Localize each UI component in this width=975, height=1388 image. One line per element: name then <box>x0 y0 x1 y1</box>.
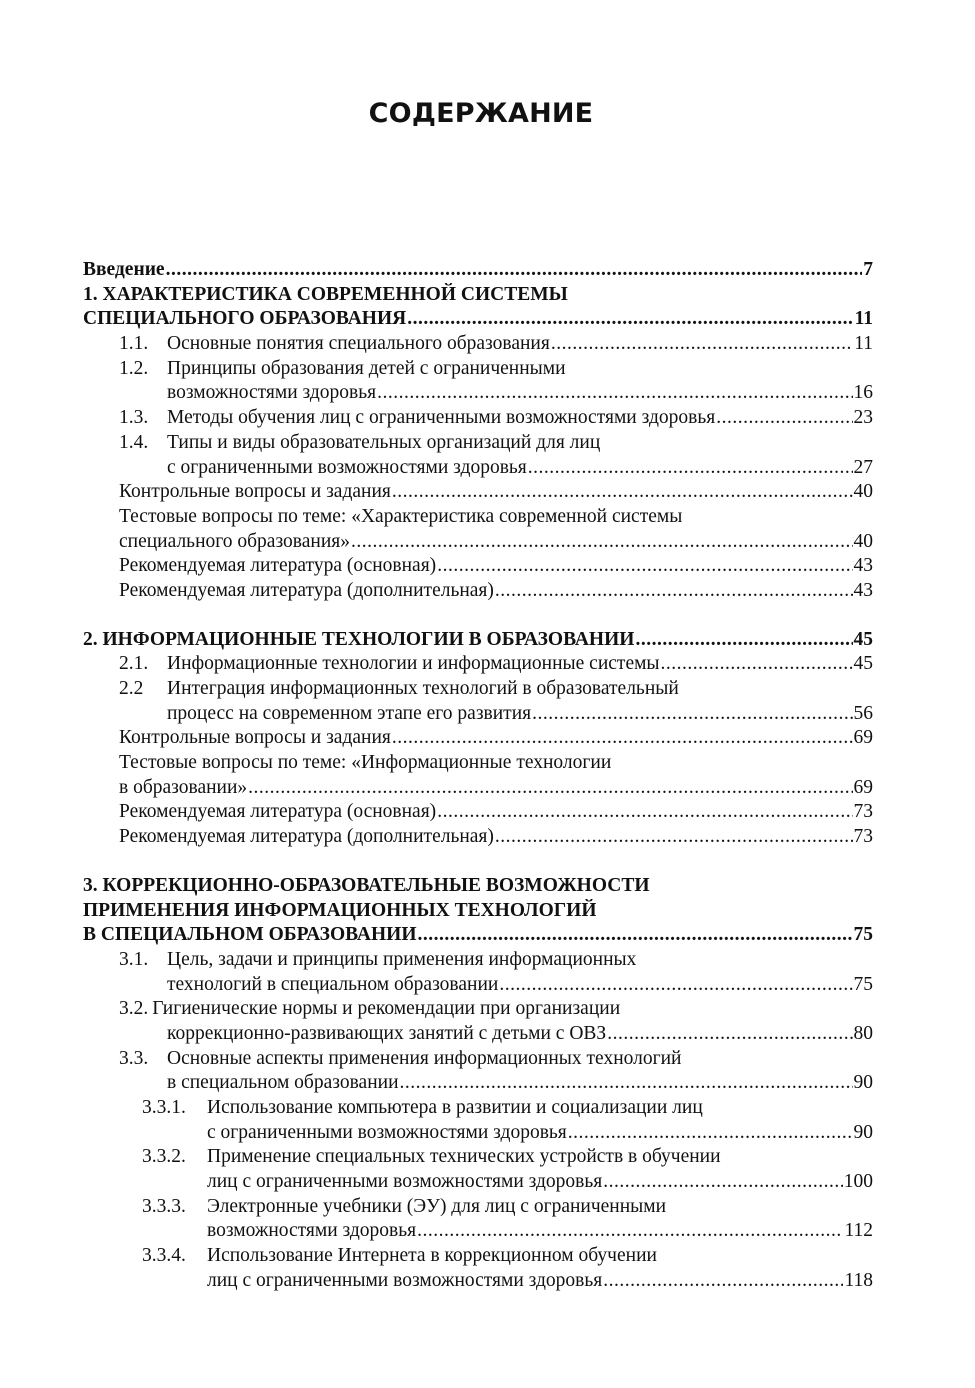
toc-entry-title: Контрольные вопросы и задания <box>119 727 391 749</box>
toc-section <box>83 874 873 1294</box>
toc-entry-number: 2.1. <box>119 653 149 675</box>
toc-entry-title: В СПЕЦИАЛЬНОМ ОБРАЗОВАНИИ <box>83 924 417 946</box>
toc-entry-title: Цель, задачи и принципы применения информационных <box>167 948 637 970</box>
toc-section <box>83 258 873 604</box>
toc-page-number: 118 <box>844 1269 873 1291</box>
dot-leader <box>603 1170 843 1195</box>
dot-leader <box>377 381 852 406</box>
toc-entry-number: 3.3.2. <box>142 1146 186 1168</box>
toc-line <box>83 381 873 406</box>
toc-line <box>83 554 873 579</box>
toc-entry-title: возможностями здоровья <box>207 1220 417 1242</box>
toc-page-number: 16 <box>853 382 873 404</box>
toc-entry-title: специального образования» <box>119 530 351 552</box>
toc-page-number: 43 <box>853 579 873 601</box>
toc-line <box>83 1121 873 1146</box>
dot-leader <box>607 1022 852 1047</box>
toc-entry-title: Гигиенические нормы и рекомендации при организации <box>152 998 621 1020</box>
toc-entry-number: 3.1. <box>119 948 149 970</box>
toc-page-number: 90 <box>853 1121 873 1143</box>
toc-line <box>83 431 873 456</box>
toc-entry-title: процесс на современном этапе его развития <box>167 702 532 724</box>
toc-line <box>83 874 873 899</box>
dot-leader <box>437 800 852 825</box>
dot-leader <box>400 1071 853 1096</box>
toc-entry-title: технологий в специальном образовании <box>167 973 499 995</box>
toc-entry-title: коррекционно-развивающих занятий с детьми с ОВЗ <box>167 1022 607 1044</box>
toc-line <box>83 406 873 431</box>
dot-leader <box>407 307 853 332</box>
dot-leader <box>528 456 853 481</box>
toc-line <box>83 1047 873 1072</box>
toc-page-number: 100 <box>843 1171 873 1193</box>
toc-page-number: 45 <box>853 653 873 675</box>
toc-entry-title: Методы обучения лиц с ограниченными возможностями здоровья <box>167 407 716 429</box>
toc-page-number: 27 <box>853 456 873 478</box>
dot-leader <box>248 776 852 801</box>
toc-entry-title: лиц с ограниченными возможностями здоровья <box>207 1269 603 1291</box>
dot-leader <box>551 332 853 357</box>
toc-line <box>83 702 873 727</box>
toc-line <box>83 530 873 555</box>
toc-entry-title: Введение <box>83 259 165 280</box>
toc-page-number: 56 <box>853 702 873 724</box>
dot-leader <box>495 825 853 850</box>
toc-page-number: 80 <box>853 1022 873 1044</box>
toc-line <box>83 480 873 505</box>
toc-entry-title: с ограниченными возможностями здоровья <box>167 456 527 478</box>
toc-line <box>83 1096 873 1121</box>
toc-entry-number: 1.1. <box>119 333 149 355</box>
toc-page-number: 90 <box>853 1072 873 1094</box>
toc-line <box>83 1071 873 1096</box>
dot-leader <box>351 530 852 555</box>
toc-line <box>83 628 873 653</box>
toc-entry-title: Электронные учебники (ЭУ) для лиц с ограниченными <box>207 1195 667 1217</box>
toc-entry-title: Информационные технологии и информационные системы <box>167 653 660 675</box>
toc-line <box>83 997 873 1022</box>
toc-page-number: 43 <box>853 555 873 577</box>
dot-leader <box>568 1121 853 1146</box>
dot-leader <box>603 1269 843 1294</box>
toc-line <box>83 1170 873 1195</box>
toc-line <box>83 1195 873 1220</box>
toc-section <box>83 628 873 850</box>
toc-entry-title: Рекомендуемая литература (основная) <box>119 801 437 823</box>
toc-entry-title: Рекомендуемая литература (дополнительная) <box>119 579 494 601</box>
toc-entry-title: ПРИМЕНЕНИЯ ИНФОРМАЦИОННЫХ ТЕХНОЛОГИЙ <box>83 899 597 921</box>
toc-line <box>83 579 873 604</box>
dot-leader <box>392 480 853 505</box>
toc-entry-title: с ограниченными возможностями здоровья <box>207 1121 567 1143</box>
toc-line <box>83 307 873 332</box>
toc-line <box>83 1269 873 1294</box>
toc-entry-number: 1.2. <box>119 357 149 379</box>
dot-leader <box>418 923 853 948</box>
toc-entry-number: 3.3.3. <box>142 1195 186 1217</box>
dot-leader <box>417 1219 843 1244</box>
toc-line <box>83 1145 873 1170</box>
toc-line <box>83 652 873 677</box>
toc-entry-number: 3.3.4. <box>142 1245 186 1267</box>
toc-line <box>83 948 873 973</box>
toc-line <box>83 899 873 924</box>
toc-entry-title: СПЕЦИАЛЬНОГО ОБРАЗОВАНИЯ <box>83 308 407 330</box>
toc-page-number: 7 <box>863 259 873 280</box>
toc-entry-title: возможностями здоровья <box>167 382 377 404</box>
toc-page-number: 40 <box>853 481 873 503</box>
dot-leader <box>716 406 852 431</box>
toc-line <box>83 357 873 382</box>
toc-page-number: 112 <box>844 1220 873 1242</box>
toc-entry-title: Тестовые вопросы по теме: «Характеристика современной системы <box>119 505 683 527</box>
table-of-contents <box>83 258 873 1294</box>
toc-page-number: 75 <box>853 973 873 995</box>
toc-line <box>83 332 873 357</box>
toc-entry-number: 1.3. <box>119 407 149 429</box>
toc-entry-title: лиц с ограниченными возможностями здоровья <box>207 1171 603 1193</box>
toc-page-number: 73 <box>853 801 873 823</box>
toc-line <box>83 825 873 850</box>
toc-line <box>83 1022 873 1047</box>
toc-line <box>83 258 873 283</box>
toc-line <box>83 505 873 530</box>
toc-entry-title: Типы и виды образовательных организаций для лиц <box>167 431 601 453</box>
dot-leader <box>661 652 853 677</box>
toc-line <box>83 923 873 948</box>
toc-entry-title: 3. КОРРЕКЦИОННО-ОБРАЗОВАТЕЛЬНЫЕ ВОЗМОЖНОСТИ <box>83 874 650 896</box>
toc-entry-number: 3.3. <box>119 1047 149 1069</box>
toc-entry-title: Контрольные вопросы и задания <box>119 481 391 503</box>
toc-line <box>83 1244 873 1269</box>
toc-page-number: 40 <box>853 530 873 552</box>
toc-entry-number: 1.4. <box>119 431 149 453</box>
toc-page-number: 69 <box>853 727 873 749</box>
toc-line <box>83 776 873 801</box>
toc-entry-title: Основные понятия специального образования <box>167 333 550 355</box>
toc-entry-title: Рекомендуемая литература (дополнительная) <box>119 826 494 848</box>
dot-leader <box>437 554 852 579</box>
toc-line <box>83 677 873 702</box>
toc-entry-title: 1. ХАРАКТЕРИСТИКА СОВРЕМЕННОЙ СИСТЕМЫ <box>83 283 568 305</box>
toc-page-number: 23 <box>853 407 873 429</box>
toc-page-number: 75 <box>853 924 873 946</box>
toc-page-number: 11 <box>854 308 873 330</box>
toc-entry-title: Применение специальных технических устройств в обучении <box>207 1146 721 1168</box>
toc-page-number: 69 <box>853 776 873 798</box>
toc-line <box>83 1219 873 1244</box>
toc-entry-title: в специальном образовании <box>167 1072 399 1094</box>
toc-entry-title: Использование компьютера в развитии и социализации лиц <box>207 1097 703 1118</box>
toc-line <box>83 456 873 481</box>
dot-leader <box>532 702 852 727</box>
toc-line <box>83 973 873 998</box>
toc-entry-number: 3.2. <box>119 998 149 1020</box>
toc-entry-number: 2.2 <box>119 678 144 699</box>
toc-entry-title: Рекомендуемая литература (основная) <box>119 555 437 577</box>
dot-leader <box>166 258 863 283</box>
toc-entry-title: Использование Интернета в коррекционном обучении <box>207 1245 657 1267</box>
page-title: СОДЕРЖАНИЕ <box>368 98 594 129</box>
toc-page-number: 73 <box>853 826 873 848</box>
toc-entry-title: Принципы образования детей с ограниченными <box>167 357 566 379</box>
dot-leader <box>392 726 853 751</box>
toc-line <box>83 726 873 751</box>
toc-line <box>83 800 873 825</box>
toc-line <box>83 283 873 308</box>
toc-page-number: 45 <box>853 628 873 650</box>
toc-entry-title: Интеграция информационных технологий в образовательный <box>167 678 679 699</box>
toc-entry-title: Тестовые вопросы по теме: «Информационные технологии <box>119 752 612 774</box>
dot-leader <box>495 579 853 604</box>
toc-entry-number: 3.3.1. <box>142 1097 186 1118</box>
toc-entry-title: 2. ИНФОРМАЦИОННЫЕ ТЕХНОЛОГИИ В ОБРАЗОВАНИИ <box>83 628 635 650</box>
toc-page-number: 11 <box>854 333 873 355</box>
dot-leader <box>499 973 852 998</box>
toc-line <box>83 751 873 776</box>
dot-leader <box>635 628 852 653</box>
toc-entry-title: Основные аспекты применения информационных технологий <box>167 1047 682 1069</box>
toc-entry-title: в образовании» <box>119 776 248 798</box>
